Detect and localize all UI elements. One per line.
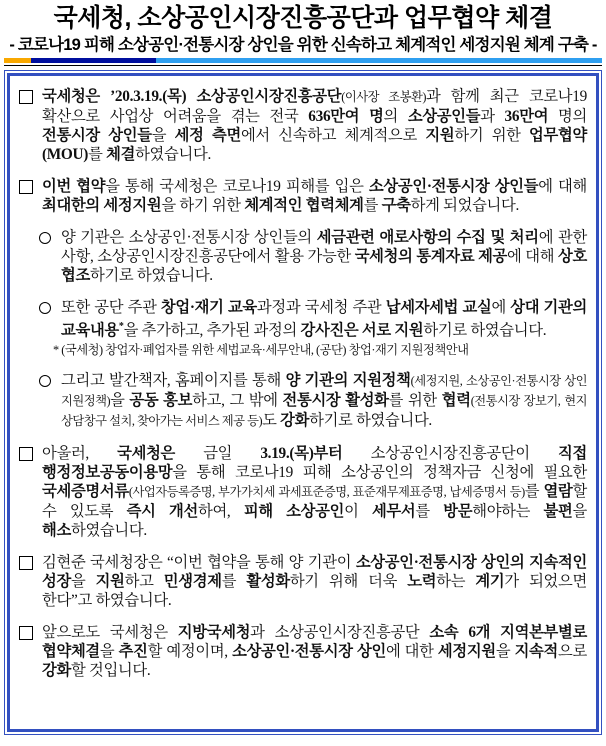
text-run: 상호 협조 — [61, 248, 587, 284]
text-run: 상대 기관의 교육내용 — [61, 299, 587, 340]
text-run: 지속적 — [514, 643, 559, 661]
text-run: 소상공인·전통시장 상인들 — [368, 178, 539, 195]
text-run: 소상공인시장진흥공단이 — [342, 445, 559, 463]
text-run: 이 — [344, 503, 372, 521]
text-run: 소속 6개 지역본부별로 — [429, 624, 587, 642]
text-run: 하기로 하였습니다. — [89, 267, 213, 284]
text-run: 과 소상공인시장진흥공단 — [250, 624, 430, 642]
text-run: 강화 — [42, 662, 71, 680]
paragraph — [39, 298, 587, 358]
text-run: 을 추가하고, 추가된 과정의 — [123, 322, 301, 340]
paragraph — [39, 371, 587, 431]
text-run: 금일 — [175, 445, 261, 463]
text-run: 지원 — [425, 127, 455, 144]
text-run: 을 — [151, 127, 175, 144]
text-run: 할 수 있도록 — [42, 483, 587, 521]
text-run: 해야하는 — [472, 503, 544, 521]
text-run: 구축 — [381, 197, 411, 214]
square-bullet-icon — [19, 90, 33, 104]
text-run: 김현준 국세청장은 “이번 협약을 통해 양 기관이 — [42, 554, 356, 572]
paragraph — [19, 553, 587, 610]
text-run: (이사장 조봉환) — [341, 90, 426, 104]
text-run: 활성화 — [246, 573, 290, 591]
text-run: 을 — [495, 643, 515, 661]
text-run: (사업자등록증명, 부가가치세 과세표준증명, 표준재무제표증명, 납세증명서 등) — [128, 485, 525, 500]
text-run: 세금관련 애로사항의 수집 및 처리 — [316, 229, 539, 246]
text-run: 하였습니다. — [135, 146, 211, 163]
text-run: 창업·재기 교육 — [160, 299, 257, 316]
paragraph-text — [42, 177, 587, 215]
text-run: 그리고 발간책자, 홈페이지를 통해 — [61, 372, 286, 390]
paragraph — [19, 177, 587, 215]
text-run: (세정지원, 소상공인·전통시장 상인 지원정책) — [61, 374, 587, 409]
text-run: 에 대해 — [538, 178, 587, 195]
text-run: 소상공인·전통시장 상인 — [232, 643, 386, 661]
text-run: 에 대한 — [385, 643, 438, 661]
text-run: 세정지원 — [437, 643, 496, 661]
text-run: 소상공인시장진흥공단 — [196, 88, 342, 105]
text-run: 업무협약(MOU) — [42, 127, 587, 163]
text-run: 를 — [221, 573, 247, 591]
text-run: 국세증명서류 — [42, 483, 129, 501]
text-run: 을 — [70, 573, 96, 591]
text-run: 636만여 명 — [308, 108, 384, 125]
square-bullet-icon — [19, 180, 33, 194]
text-run: 최대한의 세정지원 — [42, 197, 162, 214]
text-run: 또한 공단 주관 — [61, 299, 161, 316]
paragraph-text — [42, 553, 587, 610]
content-box-outer-border — [4, 70, 602, 735]
text-run: 계기 — [475, 573, 505, 591]
text-run: 하고 — [124, 573, 164, 591]
text-run: 체계적인 협력체계 — [244, 197, 364, 214]
text-run: (전통시장 장보기, 현지 상담창구 설치, 찾아가는 서비스 제공 등) — [61, 394, 587, 429]
text-run: 지방국세청 — [177, 624, 251, 642]
text-run: 를 — [363, 197, 382, 214]
paragraph — [19, 444, 587, 540]
text-run: 공동 홍보 — [129, 392, 193, 410]
text-run: 을 — [99, 643, 119, 661]
text-run: 하고, 그 밖에 — [192, 392, 283, 410]
page-subtitle: - 코로나19 피해 소상공인·전통시장 상인을 위한 신속하고 체계적인 세정지원 체계 구축 - — [9, 36, 597, 54]
text-run: 을 — [110, 392, 130, 410]
paragraph-text — [61, 371, 587, 431]
text-run: 강화 — [280, 412, 310, 430]
divider-segment-navy — [31, 58, 156, 63]
paragraph-text — [61, 298, 587, 340]
text-run: 전통시장 상인들 — [42, 127, 152, 144]
square-bullet-icon — [19, 556, 33, 570]
header-divider — [4, 58, 602, 66]
paragraph-text — [42, 87, 587, 164]
circle-bullet-icon — [39, 375, 51, 387]
text-run: 하기 위해 더욱 — [289, 573, 408, 591]
text-run: 납세자세법 교실 — [385, 299, 492, 316]
text-run: 가 되었으면 한다”고 하였습니다. — [42, 573, 587, 610]
text-run: 에 관한 사항, 소상공인시장진흥공단에서 활용 가능한 — [61, 229, 587, 265]
text-run: 를 위한 — [388, 392, 442, 410]
text-run: 를 — [524, 483, 544, 501]
text-run: 세정 측면 — [174, 127, 241, 144]
text-run: 을 — [572, 503, 587, 521]
text-run: 을 통해 국세청은 코로나19 피해를 입은 — [105, 178, 369, 195]
paragraph — [39, 228, 587, 285]
text-run: 36만여 — [504, 108, 549, 125]
text-run: 국세청은 — [42, 88, 100, 105]
text-run: 소상공인들 — [407, 108, 481, 125]
text-run: 국세청은 — [117, 445, 176, 463]
text-run: 에 — [491, 299, 511, 316]
divider-segment-orange — [4, 58, 31, 63]
divider-color-bar — [4, 58, 602, 63]
text-run: 할 것입니다. — [70, 662, 151, 680]
text-run: 를 — [88, 146, 107, 163]
text-run: 세무서 — [371, 503, 416, 521]
circle-bullet-icon — [39, 302, 51, 314]
footnote: * (국세청) 창업자·폐업자를 위한 세법교육·세무안내, (공단) 창업·재기 지원정책안내 — [53, 343, 469, 358]
text-run: 의 — [383, 108, 408, 125]
text-run: 양 기관의 지원정책 — [285, 372, 411, 390]
text-run: 전통시장 활성화 — [282, 392, 389, 410]
page-title: 국세청, 소상공인시장진흥공단과 업무협약 체결 — [53, 4, 553, 32]
paragraph-text — [42, 623, 587, 680]
circle-bullet-icon — [39, 232, 51, 244]
text-run: 하기 위한 — [454, 127, 530, 144]
text-run: 앞으로도 국세청은 — [42, 624, 178, 642]
text-run: 하기로 하였습니다. — [309, 412, 432, 430]
text-run: 하여, — [197, 503, 244, 521]
text-run: 아울러, — [42, 445, 118, 463]
text-run: 해소 — [42, 522, 71, 540]
press-release-page — [2, 3, 604, 744]
text-run: 강사진은 서로 지원 — [300, 322, 424, 340]
text-run: 지원 — [95, 573, 125, 591]
text-run: 하였습니다. — [70, 522, 147, 540]
text-run: 소상공인·전통시장 상인의 지속적인 성장 — [42, 554, 587, 591]
text-run: 체결 — [106, 146, 136, 163]
text-run: 방문 — [443, 503, 473, 521]
text-run: 을 하기 위한 — [161, 197, 245, 214]
text-run: 명의 — [548, 108, 587, 125]
text-run: 과정과 국세청 주관 — [256, 299, 386, 316]
text-run: 하게 되었습니다. — [410, 197, 520, 214]
paragraph — [19, 623, 587, 680]
text-run: 에서 신속하고 체계적으로 — [240, 127, 426, 144]
text-run: 피해 소상공인 — [243, 503, 345, 521]
paragraph-text — [42, 444, 587, 540]
text-run: 3.19.(목)부터 — [260, 445, 343, 463]
text-run: 직접 행정정보공동이용망 — [42, 445, 587, 482]
text-run: 할 예정이며, — [147, 643, 233, 661]
content-box — [7, 73, 599, 732]
text-run: 으로 — [558, 643, 587, 661]
text-run: 에 대해 — [507, 248, 559, 265]
text-run: 즉시 개선 — [126, 503, 198, 521]
text-run: 노력 — [407, 573, 437, 591]
text-run: 하기로 하였습니다. — [423, 322, 547, 340]
text-run: 국세청의 통계자료 제공 — [354, 248, 508, 265]
text-run: 을 통해 코로나19 피해 소상공인의 정책자금 신청에 필요한 — [172, 464, 587, 482]
text-run: 이번 협약 — [42, 178, 106, 195]
text-run: 불편 — [543, 503, 573, 521]
text-run: ’20.3.19.(목) — [99, 88, 197, 105]
text-run: 양 기관은 소상공인·전통시장 상인들의 — [61, 229, 317, 246]
text-run: 추진 — [118, 643, 148, 661]
divider-segment-sky — [156, 58, 602, 63]
text-run: 협력 — [441, 392, 471, 410]
paragraph — [19, 87, 587, 164]
text-run: 과 함께 최근 코로나19 확산으로 사업상 어려움을 겪는 전국 — [42, 88, 587, 125]
text-run: 협약체결 — [42, 643, 100, 661]
divider-thin-line — [4, 65, 602, 66]
text-run: 열람 — [543, 483, 573, 501]
text-run: 도 — [262, 412, 281, 430]
square-bullet-icon — [19, 626, 33, 640]
text-run: 를 — [415, 503, 444, 521]
text-run: * — [118, 321, 124, 332]
paragraph-text — [61, 228, 587, 285]
text-run: 민생경제 — [163, 573, 222, 591]
text-run: 하는 — [436, 573, 476, 591]
square-bullet-icon — [19, 447, 33, 461]
text-run: 과 — [480, 108, 505, 125]
